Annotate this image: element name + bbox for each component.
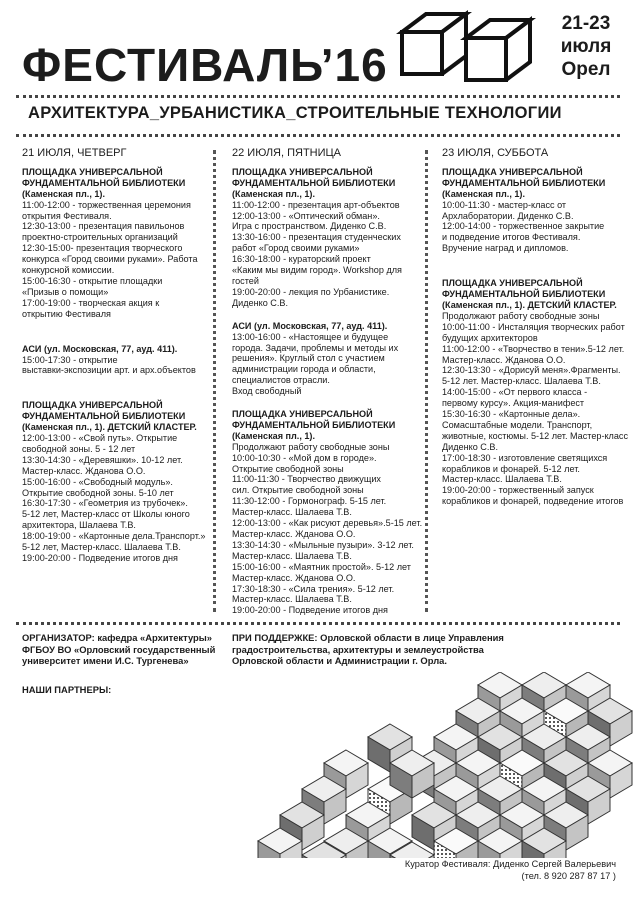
schedule-line: гостей — [232, 275, 259, 286]
schedule-line: 10:00-11:30 - мастер-класс от — [442, 199, 567, 210]
curator-name: Куратор Фестиваля: Диденко Сергей Валерьевич — [404, 859, 616, 869]
schedule-line: проектно-строительных организаций — [22, 232, 178, 243]
venue-heading: ФУНДАМЕНТАЛЬНОЙ БИБЛИОТЕКИ — [442, 177, 606, 188]
schedule-line: 15:00-17:30 - открытие — [22, 354, 118, 365]
spacer — [22, 388, 212, 400]
schedule-line: 19:00-20:00 - Подведение итогов дня — [232, 605, 388, 616]
schedule-line: Открытие свободной зоны — [232, 463, 344, 474]
column-divider — [425, 150, 428, 612]
schedule-line: Вручение наград и дипломов. — [442, 243, 569, 254]
schedule-line: животные, костюмы. 5-12 лет. Мастер-класс — [442, 430, 629, 441]
day-label: 23 ИЮЛЯ, СУББОТА — [442, 147, 549, 159]
top-divider — [16, 95, 620, 98]
footer-divider — [16, 622, 620, 625]
isometric-cubes-graphic — [200, 672, 636, 858]
schedule-line: Вход свободный — [232, 386, 302, 397]
venue-heading: ПЛОЩАДКА УНИВЕРСАЛЬНОЙ — [22, 400, 163, 411]
support-line: Орловской области и Администрации г. Орла. — [232, 655, 447, 667]
spacer — [442, 266, 632, 278]
dates-range: 21-23 — [561, 13, 611, 34]
schedule-line: 17:00-19:00 - творческая акция к — [22, 297, 160, 308]
schedule-line: 19:00-20:00 - торжественный запуск — [442, 485, 594, 496]
curator-block — [396, 858, 616, 882]
schedule-line: 5-12 лет, Мастер-класс от Школы юного — [22, 509, 190, 520]
schedule-line: Мастер-класс. Жданова О.О. — [22, 465, 146, 476]
schedule-line: «Призыв о помощи» — [22, 286, 109, 297]
schedule-line: 18:00-19:00 - «Картонные дела.Транспорт.» — [22, 531, 206, 542]
schedule-line: Диденко С.В. — [442, 441, 498, 452]
venue-heading: (Каменская пл., 1). ДЕТСКИЙ КЛАСТЕР. — [22, 422, 197, 433]
schedule-line: 5-12 лет, Мастер-класс. Шалаева Т.В. — [22, 542, 181, 553]
schedule-line: Открытие свободной зоны. 5-10 лет — [22, 487, 174, 498]
schedule-line: конкурсной комиссии. — [22, 265, 115, 276]
schedule-line: 5-12 лет. Мастер-класс. Шалаева Т.В. — [442, 376, 601, 387]
schedule-line: специалистов отрасли. — [232, 375, 330, 386]
schedule-line: свободной зоны. 5 - 12 лет — [22, 443, 136, 454]
schedule-line: Мастер-класс. Шалаева Т.В. — [442, 474, 562, 485]
schedule-line: 13:30-14:30 - «Деревяшки». 10-12 лет. — [22, 454, 183, 465]
venue-heading: ПЛОЩАДКА УНИВЕРСАЛЬНОЙ — [22, 166, 163, 177]
organizer-line: ОРГАНИЗАТОР: кафедра «Архитектуры» — [22, 632, 212, 643]
spacer — [22, 376, 212, 388]
schedule-line: и подведение итогов Фестиваля. — [442, 232, 581, 243]
schedule-line: Мастер-класс. Шалаева Т.В. — [232, 594, 352, 605]
venue-heading: (Каменская пл., 1). — [232, 188, 315, 199]
venue-heading: ФУНДАМЕНТАЛЬНОЙ БИБЛИОТЕКИ — [232, 419, 396, 430]
festival-subtitle: АРХИТЕКТУРА_УРБАНИСТИКА_СТРОИТЕЛЬНЫЕ ТЕХНОЛОГИИ — [28, 104, 562, 122]
schedule-line: 16:30-18:00 - кураторский проект — [232, 254, 371, 265]
schedule-line: 10:00-10:30 - «Мой дом в городе». — [232, 452, 377, 463]
schedule-line: 10:00-11:00 - Инсталяция творческих работ — [442, 321, 625, 332]
schedule-line: 17:00-18:30 - изготовление светящихся — [442, 452, 608, 463]
venue-heading: ФУНДАМЕНТАЛЬНОЙ БИБЛИОТЕКИ — [22, 177, 186, 188]
schedule-line: администрации города и области, — [232, 364, 376, 375]
schedule-line: 12:00-13:00 - «Как рисуют деревья».5-15 лет. — [232, 518, 423, 529]
venue-heading: (Каменская пл., 1). ДЕТСКИЙ КЛАСТЕР. — [442, 299, 617, 310]
venue-heading: ФУНДАМЕНТАЛЬНОЙ БИБЛИОТЕКИ — [232, 177, 396, 188]
schedule-line: 11:00-12:00 - презентация арт-объектов — [232, 199, 400, 210]
schedule-line: сил. Открытие свободной зоны — [232, 485, 364, 496]
venue-heading: ПЛОЩАДКА УНИВЕРСАЛЬНОЙ — [232, 166, 373, 177]
schedule-line: 12:30-13:00 - презентация павильонов — [22, 221, 185, 232]
schedule-line: 13:00-16:00 - «Настоящее и будущее — [232, 331, 389, 342]
schedule-line: 12:00-13:00 - «Свой путь». Открытие — [22, 433, 178, 444]
schedule-line: первому курсу». Акция-манифест — [442, 398, 585, 409]
partners-label: НАШИ ПАРТНЕРЫ: — [22, 684, 112, 695]
venue-heading: ПЛОЩАДКА УНИВЕРСАЛЬНОЙ — [232, 409, 373, 420]
day-column-thursday — [22, 148, 212, 564]
spacer — [232, 397, 422, 409]
schedule-line: 19:00-20:00 - лекция по Урбанистике. — [232, 286, 390, 297]
schedule-line: 12:30-15:00- презентация творческого — [22, 243, 183, 254]
dates-month: июля — [560, 36, 612, 57]
schedule-line: 15:30-16:30 - «Картонные дела». — [442, 409, 581, 420]
day-label: 21 ИЮЛЯ, ЧЕТВЕРГ — [22, 147, 127, 159]
day-label: 22 ИЮЛЯ, ПЯТНИЦА — [232, 147, 341, 159]
schedule-line: 11:00-12:00 - торжественная церемония — [22, 199, 191, 210]
cube-logo-icon — [396, 8, 536, 86]
subtitle-divider — [16, 134, 620, 137]
schedule-line: Сомасштабные модели. Транспорт, — [442, 419, 593, 430]
schedule-line: 17:30-18:30 - «Сила трения». 5-12 лет. — [232, 583, 395, 594]
schedule-line: 15:00-16:00 - «Свободный модуль». — [22, 476, 173, 487]
schedule-line: Продолжают работу свободные зоны — [442, 310, 600, 321]
schedule-line: «Каким мы видим город». Workshop для — [232, 265, 402, 276]
schedule-line: 11:30-12:00 - Гормонограф. 5-15 лет. — [232, 496, 387, 507]
schedule-line: 16:30-17:30 - «Геометрия из трубочек». — [22, 498, 188, 509]
venue-heading: (Каменская пл., 1). — [442, 188, 525, 199]
venue-heading: ФУНДАМЕНТАЛЬНОЙ БИБЛИОТЕКИ — [442, 289, 606, 300]
schedule-line: конкурса «Город своими руками». Работа — [22, 254, 198, 265]
venue-heading: ПЛОЩАДКА УНИВЕРСАЛЬНОЙ — [442, 166, 583, 177]
venue-heading: АСИ (ул. Московская, 77, ауд. 411). — [22, 343, 178, 354]
schedule-line: 13:30-16:00 - презентация студенческих — [232, 232, 401, 243]
city-name: Орел — [561, 59, 611, 80]
schedule-line: 12:00-13:00 - «Оптический обман». — [232, 210, 380, 221]
schedule-line: Диденко С.В. — [232, 297, 288, 308]
support-line: градостроительства, архитектуры и землеустройства — [232, 643, 484, 655]
spacer — [22, 320, 212, 332]
schedule-line: Мастер-класс. Шалаева Т.В. — [232, 507, 352, 518]
schedule-line: 12:30-13:30 - «Дорисуй меня».Фрагменты. — [442, 365, 621, 376]
spacer — [232, 309, 422, 321]
column-divider — [213, 150, 216, 612]
schedule-line: 19:00-20:00 - Подведение итогов дня — [22, 553, 178, 563]
spacer — [442, 254, 632, 266]
support-block — [232, 632, 504, 667]
schedule-line: архитектора, Шалаева Т.В. — [22, 520, 136, 531]
schedule-line: 14:00-15:00 - «От первого класса - — [442, 387, 588, 398]
schedule-line: корабликов и фонарей. 5-12 лет. — [442, 463, 580, 474]
schedule-line: решения». Круглый стол с участием — [232, 353, 385, 364]
schedule-line: выставки-экспозиции арт. и арх.объектов — [22, 365, 196, 376]
schedule-line: открытия Фестиваля. — [22, 210, 112, 221]
schedule-line: Архлаборатории. Диденко С.В. — [442, 210, 574, 221]
schedule-line: 11:00-11:30 - Творчество движущих — [232, 474, 381, 485]
schedule-line: корабликов и фонарей, подведение итогов — [442, 496, 624, 507]
schedule-line: Мастер-класс. Жданова О.О. — [442, 354, 566, 365]
organizer-block — [22, 632, 215, 667]
venue-heading: ПЛОЩАДКА УНИВЕРСАЛЬНОЙ — [442, 278, 583, 289]
schedule-line: Игра с пространством. Диденко С.В. — [232, 221, 387, 232]
festival-title: ФЕСТИВАЛЬ’16 — [22, 39, 388, 91]
venue-heading: (Каменская пл., 1). — [22, 188, 105, 199]
schedule-line: 11:00-12:00 - «Творчество в тени».5-12 лет. — [442, 343, 625, 354]
schedule-line: работ «Город своими руками» — [232, 243, 360, 254]
schedule-line: открытию Фестиваля — [22, 308, 111, 319]
schedule-line: Мастер-класс. Жданова О.О. — [232, 529, 356, 539]
schedule-line: Продолжают работу свободные зоны — [232, 441, 390, 452]
day-column-saturday — [442, 148, 632, 507]
schedule-line: будущих архитекторов — [442, 332, 538, 343]
festival-dates — [546, 12, 626, 81]
venue-heading: ФУНДАМЕНТАЛЬНОЙ БИБЛИОТЕКИ — [22, 411, 186, 422]
schedule-line: 13:30-14:30 - «Мыльные пузыри». 3-12 лет. — [232, 539, 414, 550]
spacer — [22, 332, 212, 344]
support-line: ПРИ ПОДДЕРЖКЕ: Орловской области в лице Управления — [232, 632, 504, 643]
day-column-friday — [232, 148, 422, 616]
venue-heading: АСИ (ул. Московская, 77, ауд. 411). — [232, 320, 388, 331]
schedule-line: Мастер-класс. Жданова О.О. — [232, 572, 356, 583]
organizer-line: университет имени И.С. Тургенева» — [22, 655, 189, 667]
curator-phone: (тел. 8 920 287 87 17 ) — [521, 871, 616, 881]
schedule-line: 15:00-16:30 - открытие площадки — [22, 275, 163, 286]
schedule-line: города. Задачи, проблемы и методы их — [232, 342, 399, 353]
schedule-line: 12:00-14:00 - торжественное закрытие — [442, 221, 605, 232]
organizer-line: ФГБОУ ВО «Орловский государственный — [22, 643, 216, 655]
schedule-line: Мастер-класс. Шалаева Т.В. — [232, 550, 352, 561]
schedule-line: 15:00-16:00 - «Маятник простой». 5-12 лет — [232, 561, 411, 572]
venue-heading: (Каменская пл., 1). — [232, 430, 315, 441]
